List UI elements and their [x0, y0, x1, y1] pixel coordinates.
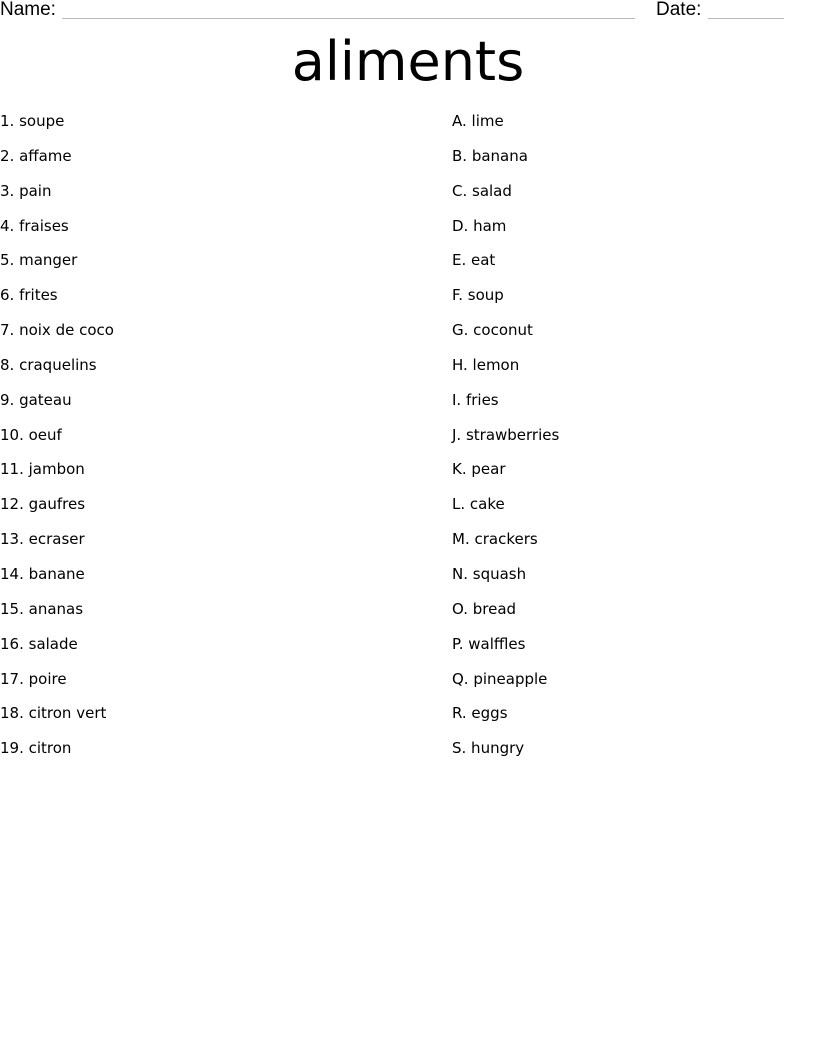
name-field-line[interactable]: [62, 18, 635, 19]
list-item: 11. jambon: [0, 460, 85, 479]
list-item: 17. poire: [0, 669, 67, 688]
name-label: Name:: [0, 0, 56, 20]
date-label: Date:: [656, 0, 702, 20]
list-item: F. soup: [452, 286, 504, 305]
list-item: 15. ananas: [0, 599, 84, 618]
list-item: 4. fraises: [0, 216, 69, 235]
list-item: M. crackers: [452, 530, 538, 549]
list-item: N. squash: [452, 564, 527, 583]
list-item: H. lemon: [452, 355, 520, 374]
list-item: C. salad: [452, 181, 512, 200]
header-row: [0, 0, 816, 24]
list-item: 1. soupe: [0, 112, 65, 130]
list-item: 19. citron: [0, 739, 72, 758]
list-item: 3. pain: [0, 181, 52, 200]
list-item: L. cake: [452, 495, 505, 514]
english-words-list: [452, 104, 792, 766]
list-item: 2. affame: [0, 146, 72, 165]
list-item: D. ham: [452, 216, 507, 235]
list-item: I. fries: [452, 390, 499, 409]
list-item: A. lime: [452, 112, 504, 130]
list-item: 6. frites: [0, 286, 58, 305]
list-item: B. banana: [452, 146, 528, 165]
list-item: 10. oeuf: [0, 425, 62, 444]
list-item: 8. craquelins: [0, 355, 97, 374]
list-item: 5. manger: [0, 251, 78, 270]
list-item: R. eggs: [452, 704, 508, 723]
french-words-list: [0, 104, 420, 766]
page-title: aliments: [291, 30, 525, 93]
list-item: P. walffles: [452, 634, 526, 653]
list-item: 9. gateau: [0, 390, 72, 409]
list-item: 16. salade: [0, 634, 78, 653]
list-item: Q. pineapple: [452, 669, 548, 688]
list-item: S. hungry: [452, 739, 525, 758]
list-item: O. bread: [452, 599, 517, 618]
date-field-line[interactable]: [708, 18, 784, 19]
list-item: J. strawberries: [452, 425, 560, 444]
list-item: 12. gaufres: [0, 495, 86, 514]
list-item: 18. citron vert: [0, 704, 107, 723]
list-item: 14. banane: [0, 564, 85, 583]
list-item: E. eat: [452, 251, 496, 270]
list-item: K. pear: [452, 460, 506, 479]
list-item: 7. noix de coco: [0, 321, 114, 340]
list-item: G. coconut: [452, 321, 533, 340]
list-item: 13. ecraser: [0, 530, 85, 549]
